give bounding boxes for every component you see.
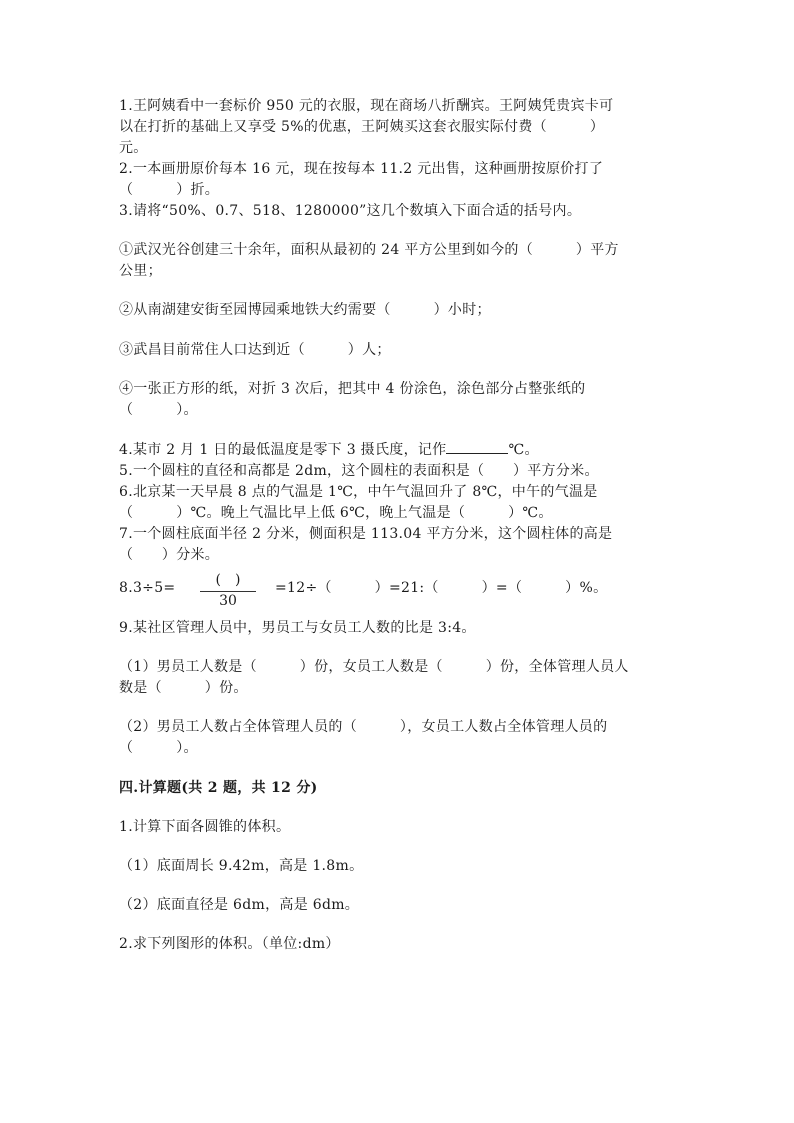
q9-2-line-2: （ ）。 [119, 740, 198, 756]
q6-line-2: （ ）℃。晚上气温比早上低 6℃，晚上气温是（ ）℃。 [119, 505, 553, 521]
q8-fraction-numerator: ( ) [215, 572, 241, 588]
calc-1-stem: 1.计算下面各圆锥的体积。 [119, 819, 291, 835]
q4-answer-blank[interactable] [446, 440, 508, 454]
q3-stem: 3.请将“50%、0.7、518、1280000”这几个数填入下面合适的括号内。 [119, 203, 582, 219]
q1-line-1: 1.王阿姨看中一套标价 950 元的衣服，现在商场八折酬宾。王阿姨凭贵宾卡可 [119, 98, 614, 114]
q3-a-line-1: ①武汉光谷创建三十余年，面积从最初的 24 平方公里到如今的（ ）平方 [119, 242, 619, 258]
q9-1-line-2: 数是（ ）份。 [119, 680, 248, 696]
q6-line-1: 6.北京某一天早晨 8 点的气温是 1℃，中午气温回升了 8℃，中午的气温是 [119, 484, 598, 500]
q7-line-1: 7.一个圆柱底面半径 2 分米，侧面积是 113.04 平方分米，这个圆柱体的高是 [119, 526, 613, 542]
q2-line-2: （ ）折。 [119, 182, 220, 198]
calc-1-a: （1）底面周长 9.42m，高是 1.8m。 [119, 858, 364, 874]
q5: 5.一个圆柱的直径和高都是 2dm，这个圆柱的表面积是（ ）平方分米。 [119, 463, 599, 479]
calc-2-stem: 2.求下列图形的体积。（单位:dm） [119, 936, 340, 952]
calc-1-b: （2）底面直径是 6dm，高是 6dm。 [119, 897, 360, 913]
q2-line-1: 2.一本画册原价每本 16 元，现在按每本 11.2 元出售，这种画册按原价打了 [119, 161, 604, 177]
q8-fraction-denominator: 30 [219, 593, 237, 609]
q3-d-line-2: （ ）。 [119, 402, 198, 418]
q7-line-2: （ ）分米。 [119, 547, 220, 563]
q4-suffix: ℃。 [508, 442, 539, 458]
q8-prefix: 8.3÷5= [119, 580, 176, 596]
q4-line [119, 440, 539, 460]
q8-suffix: =12÷（ ）=21:（ ）=（ ）%。 [275, 580, 608, 596]
q3-a-line-2: 公里； [119, 263, 162, 279]
section-4-heading: 四.计算题(共 2 题，共 12 分) [119, 780, 318, 796]
q3-c: ③武昌目前常住人口达到近（ ）人； [119, 342, 391, 358]
q3-b: ②从南湖建安街至园博园乘地铁大约需要（ ）小时； [119, 302, 491, 318]
q1-line-2: 以在打折的基础上又享受 5%的优惠，王阿姨买这套衣服实际付费（ ） [119, 119, 605, 135]
q9-2-line-1: （2）男员工人数占全体管理人员的（ ），女员工人数占全体管理人员的 [119, 719, 608, 735]
q3-d-line-1: ④一张正方形的纸，对折 3 次后，把其中 4 份涂色，涂色部分占整张纸的 [119, 381, 586, 397]
q9-1-line-1: （1）男员工人数是（ ）份，女员工人数是（ ）份，全体管理人员人 [119, 659, 629, 675]
q4-prefix: 4.某市 2 月 1 日的最低温度是零下 3 摄氏度，记作 [119, 442, 447, 458]
q1-line-3: 元。 [119, 140, 148, 156]
q9-stem: 9.某社区管理人员中，男员工与女员工人数的比是 3:4。 [119, 620, 476, 636]
